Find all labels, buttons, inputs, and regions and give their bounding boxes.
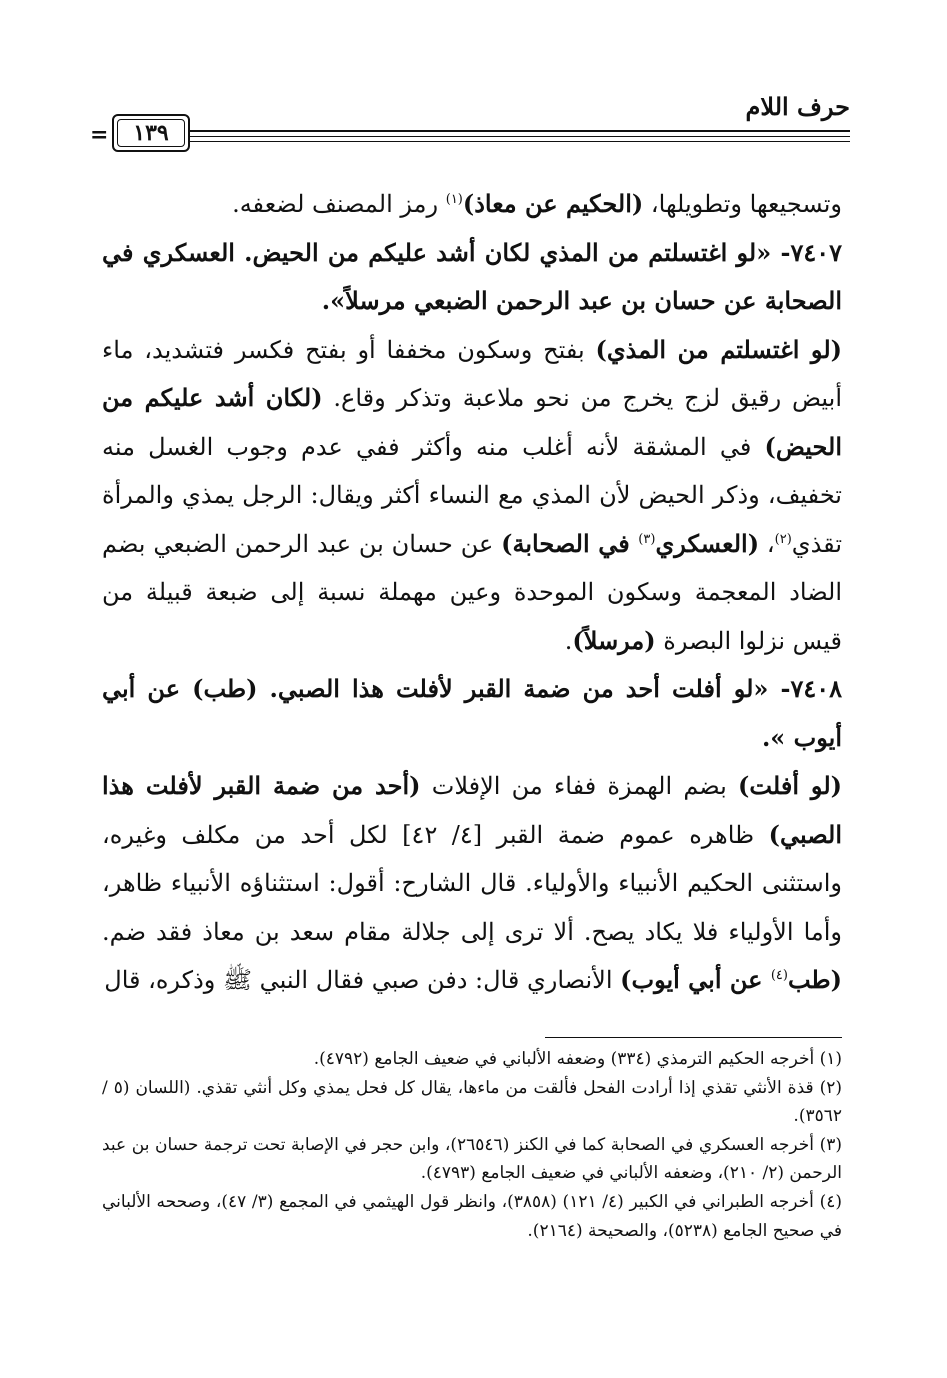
hadith-text: ٧٤٠٨- «لو أفلت أحد من ضمة القبر لأفلت هذا الصبي. (طب) عن أبي أيوب ». — [102, 674, 842, 752]
text-run-bold: (لكان أشد عليكم من الحيض) — [102, 383, 842, 461]
text-run: الأنصاري قال: دفن صبي فقال النبي ﷺ وذكره، قال — [104, 966, 621, 994]
text-run-bold: في الصحابة) — [501, 528, 639, 558]
text-run: في المشقة لأنه أغلب منه وأكثر ففي عدم وجوب الغسل منه تخفيف، وذكر الحيض لأن المذي مع النساء أكثر ويقال: الرجل يمذي والمرأة تقذي — [102, 432, 842, 558]
text-run: رمز المصنف لضعفه. — [232, 190, 446, 218]
text-run-bold: (طب — [787, 965, 842, 994]
footnote-ref: (٢) — [774, 531, 792, 547]
text-run: ، — [759, 529, 775, 558]
footnote-3: (٣) أخرجه العسكري في الصحابة كما في الكنز (٢٦٥٤٦)، وابن حجر في الإصابة تحت ترجمة حسان بن عبد الرحمن (٢/ ٢١٠)، وضعفه الألباني في ضعيف الجامع (٤٧٩٣). — [102, 1134, 842, 1184]
header-rule — [190, 141, 850, 142]
text-run-bold: (الحكيم عن معاذ) — [462, 189, 644, 218]
text-run-bold: (أحد من ضمة القبر لأفلت هذا الصبي) — [102, 771, 842, 849]
chapter-title: حرف اللام — [745, 92, 850, 121]
footnote-4: (٤) أخرجه الطبراني في الكبير (٤/ ١٢١) (٣٨٥٨)، وانظر قول الهيثمي في المجمع (٣/ ٤٧)، وصححه الألباني في صحيح الجامع (٥٢٣٨)، والصحيحة (٢١٦٤). — [102, 1191, 842, 1241]
header-rule — [190, 130, 850, 132]
text-run: ظاهره عموم ضمة القبر [٤/ ٤٢] لكل أحد من مكلف وغيره، واستثنى الحكيم الأنبياء والأولياء. قال الشارح: أقول: استثناؤه الأنبياء ظاهر، وأما الأولياء فلا يكاد يصح. ألا ترى إلى جلالة مقام سعد بن معاذ فقد ضم. — [102, 820, 842, 946]
footnote-ref: (١) — [445, 192, 463, 207]
commentary-7407 — [102, 326, 842, 666]
paragraph-1 — [102, 180, 842, 229]
text-run-bold: (لو اغتسلتم من المذي) — [595, 334, 842, 364]
text-run-bold: (مرسلاً) — [572, 625, 656, 655]
text-run: بضم الهمزة ففاء من الإفلات — [420, 772, 738, 800]
text-run-bold: (لو أفلت) — [738, 771, 842, 800]
hadith-text: ٧٤٠٧- «لو اغتسلتم من المذي لكان أشد عليكم من الحيض. العسكري في الصحابة عن حسان بن عبد الرحمن الضبعي مرسلاً». — [102, 237, 842, 315]
main-text — [102, 180, 842, 1005]
page-header — [90, 92, 850, 162]
text-run-bold: (العسكري — [655, 528, 760, 558]
text-run: بفتح وسكون مخففا أو بفتح فكسر فتشديد، ماء أبيض رقيق لزج يخرج من نحو ملاعبة وتذكر وقاع. — [102, 335, 842, 412]
text-run: وتسجيعها وتطويلها، — [643, 190, 842, 218]
footnote-1: (١) أخرجه الحكيم الترمذي (٣٣٤) وضعفه الألباني في ضعيف الجامع (٤٧٩٢). — [313, 1049, 842, 1069]
footnote-ref: (٤) — [770, 968, 788, 983]
text-run: . — [564, 626, 573, 655]
text-run-bold: عن أبي أيوب) — [620, 965, 771, 994]
footnotes — [102, 1045, 842, 1245]
text-run: عن حسان بن عبد الرحمن الضبعي بضم الضاد المعجمة وسكون الموحدة وعين مهملة نسبة إلى ضبعة قبيلة من قيس نزلوا البصرة — [102, 529, 842, 655]
page-number: ١٣٩ — [112, 114, 190, 152]
commentary-7408 — [102, 762, 842, 1005]
header-dash: = — [90, 122, 109, 148]
footnote-2: (٢) قذة الأنثي تقذي إذا أرادت الفحل فألقت من ماءها، يقال كل فحل يمذي وكل أنثي تقذي. (اللسان (٥ / ٣٥٦٢). — [102, 1077, 842, 1127]
hadith-7408 — [102, 665, 842, 762]
footnote-ref: (٣) — [638, 531, 656, 547]
footnote-divider — [545, 1037, 842, 1038]
hadith-7407 — [102, 229, 842, 326]
header-rule — [190, 136, 850, 137]
